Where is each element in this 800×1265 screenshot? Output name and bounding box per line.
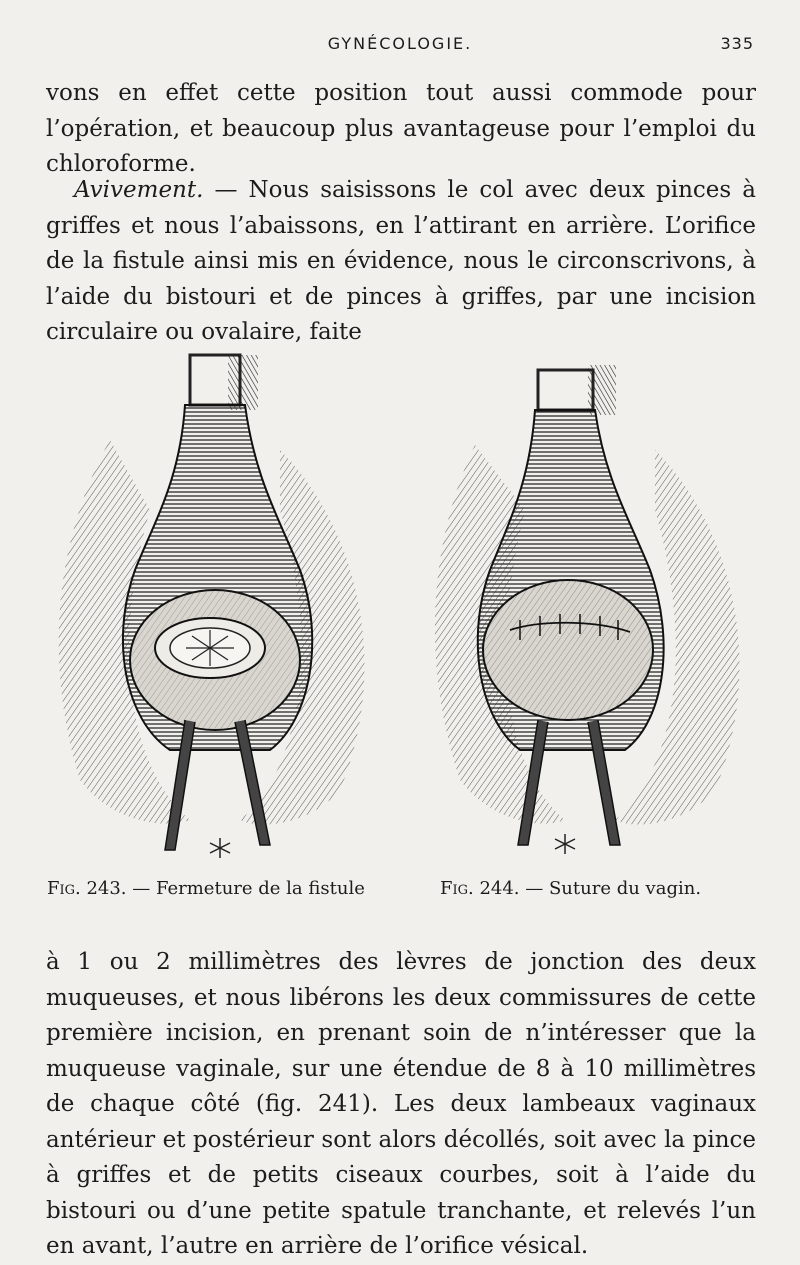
paragraph-avivement-text: — Nous saisissons le col avec deux pinces à griffes et nous l’abaissons, en l’attirant en arrière. L’orifice de la fistule ainsi mis en évidence, nous le circonscrivons, à l’aide du bistouri et de pinces à griffes, par une incision circulaire ou ovalaire, faite bbox=[46, 177, 756, 345]
figure-244-caption-text: — Suture du vagin. bbox=[519, 878, 702, 899]
figure-244-caption bbox=[440, 878, 701, 899]
figure-243-caption-text: — Fermeture de la fistule bbox=[126, 878, 365, 899]
running-head-title: GYNÉCOLOGIE. bbox=[327, 34, 473, 53]
figure-243-illustration bbox=[40, 350, 395, 860]
figure-244-illustration bbox=[420, 350, 765, 860]
figure-243-label: Fig. 243. bbox=[47, 878, 127, 899]
paragraph-continued: vons en effet cette position tout aussi commode pour l’opération, et beaucoup plus avantageuse pour l’emploi du chloroforme. bbox=[46, 80, 756, 177]
paragraph-dissection: à 1 ou 2 millimètres des lèvres de jonction des deux muqueuses, et nous libérons les deux commissures de cette première incision, en prenant soin de n’intéresser que la muqueuse vaginale, sur une étendue de 8 à 10 millimètres de chaque côté (fig. 241). Les deux lambeaux vaginaux antérieur et postérieur sont alors décollés, soit avec la pince à griffes et de petits ciseaux courbes, soit à l’aide du bistouri ou d’une petite spatule tranchante, et relevés l’un en avant, l’autre en arrière de l’orifice vésical. bbox=[46, 949, 756, 1259]
running-head bbox=[0, 34, 800, 58]
figure-244-label: Fig. 244. bbox=[440, 878, 520, 899]
paragraph-avivement bbox=[46, 173, 756, 351]
section-lead: Avivement. bbox=[74, 177, 204, 203]
figure-243-caption bbox=[47, 878, 365, 899]
page-number: 335 bbox=[720, 34, 754, 53]
